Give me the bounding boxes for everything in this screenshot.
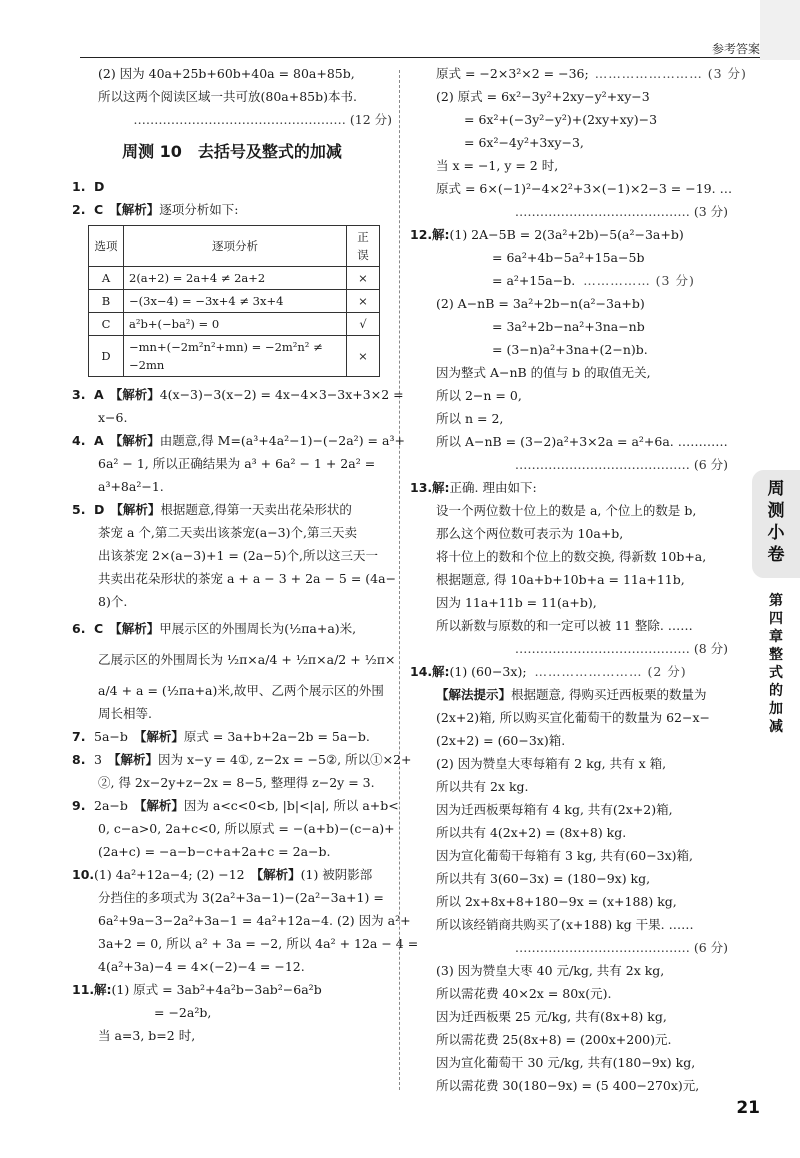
- page-number: 21: [736, 1098, 760, 1118]
- text-line: 设一个两位数十位上的数是 a, 个位上的数是 b,: [436, 503, 697, 518]
- text-line: 因为 11a+11b = 11(a+b),: [436, 595, 597, 610]
- question-10: 10.(1) 4a²+12a−4; (2) −12 【解析】(1) 被阴影部: [72, 867, 373, 882]
- text-line: 根据题意, 得 10a+b+10b+a = 11a+11b,: [436, 572, 685, 587]
- text-line: 共卖出花朵形状的茶宠 a + a − 3 + 2a − 5 = (4a−: [98, 571, 397, 586]
- question-14: 14.解:(1) (60−3x); …………………… (2 分): [410, 664, 687, 679]
- left-column: [72, 62, 419, 1047]
- text-line: 所以 n = 2,: [436, 411, 504, 426]
- question-9: 9. 2a−b 【解析】因为 a<c<0<b, |b|<|a|, 所以 a+b<: [72, 798, 399, 813]
- score-line: …………………………………… (8 分): [514, 641, 728, 656]
- text-line: 因为迁西板栗 25 元/kg, 共有(8x+8) kg,: [436, 1009, 667, 1024]
- text-line: = −2a²b,: [154, 1005, 212, 1020]
- text-line: 因为宣化葡萄干 30 元/kg, 共有(180−9x) kg,: [436, 1055, 696, 1070]
- text-line: 当 a=3, b=2 时,: [98, 1028, 196, 1043]
- table-header: 正误: [347, 226, 380, 267]
- text-line: = 3a²+2b−na²+3na−nb: [492, 319, 645, 334]
- text-line: = 6x²+(−3y²−y²)+(2xy+xy)−3: [464, 112, 658, 127]
- text-line: 6a²+9a−3−2a²+3a−1 = 4a²+12a−4. (2) 因为 a²+: [98, 913, 411, 928]
- text-line: 所以该经销商共购买了(x+188) kg 干果. ……: [436, 917, 694, 932]
- table-header-row: [89, 226, 380, 267]
- question-4: 4. A 【解析】由题意,得 M=(a³+4a²−1)−(−2a²) = a³+: [72, 433, 405, 448]
- question-6: 6. C 【解析】甲展示区的外围周长为(½πa+a)米,: [72, 621, 357, 636]
- text-line: 8)个.: [98, 594, 128, 609]
- question-12: 12.解:(1) 2A−5B = 2(3a²+2b)−5(a²−3a+b): [410, 227, 684, 242]
- question-5: 5. D 【解析】根据题意,得第一天卖出花朵形状的: [72, 502, 352, 517]
- text-line: (2) 因为赞皇大枣每箱有 2 kg, 共有 x 箱,: [436, 756, 667, 771]
- table-cell: 2(a+2) = 2a+4 ≠ 2a+2: [124, 267, 347, 290]
- text-line: (2x+2)箱, 所以购买宣化葡萄干的数量为 62−x−: [436, 710, 711, 725]
- text-line: 所以 2−n = 0,: [436, 388, 522, 403]
- text-line: 周长相等.: [98, 706, 152, 721]
- text-line: 出该茶宠 2×(a−3)+1 = (2a−5)个,所以这三天一: [98, 548, 378, 563]
- text-line: (2x+2) = (60−3x)箱.: [436, 733, 566, 748]
- table-row: [89, 336, 380, 377]
- table-cell: D: [89, 336, 124, 377]
- text-line: 将十位上的数和个位上的数交换, 得新数 10b+a,: [436, 549, 707, 564]
- text-line: 所以共有 2x kg.: [436, 779, 529, 794]
- text-line: (2) 原式 = 6x²−3y²+2xy−y²+xy−3: [436, 89, 650, 104]
- text-line: = (3−n)a²+3na+(2−n)b.: [492, 342, 648, 357]
- text-line: 4(a²+3a)−4 = 4×(−2)−4 = −12.: [98, 959, 305, 974]
- page-corner: [760, 0, 800, 60]
- table-header: 选项: [89, 226, 124, 267]
- prev-line: 所以这两个阅读区域一共可放(80a+85b)本书.: [98, 89, 357, 104]
- text-line: 分挡住的多项式为 3(2a²+3a−1)−(2a²−3a+1) =: [98, 890, 384, 905]
- text-line: (3) 因为赞皇大枣 40 元/kg, 共有 2x kg,: [436, 963, 665, 978]
- score-line: …………………………………… (6 分): [514, 940, 728, 955]
- text-line: (2) A−nB = 3a²+2b−n(a²−3a+b): [436, 296, 645, 311]
- question-2: 2. C 【解析】逐项分析如下:: [72, 202, 239, 217]
- text-line: 所以新数与原数的和一定可以被 11 整除. ……: [436, 618, 693, 633]
- text-line: 0, c−a>0, 2a+c<0, 所以原式 = −(a+b)−(c−a)+: [98, 821, 395, 836]
- text-line: (2a+c) = −a−b−c+a+2a+c = 2a−b.: [98, 844, 331, 859]
- question-7: 7. 5a−b 【解析】原式 = 3a+b+2a−2b = 5a−b.: [72, 729, 370, 744]
- text-line: = 6x²−4y²+3xy−3,: [464, 135, 584, 150]
- text-line: 因为整式 A−nB 的值与 b 的取值无关,: [436, 365, 651, 380]
- table-header: 逐项分析: [124, 226, 347, 267]
- text-line: 因为宣化葡萄干每箱有 3 kg, 共有(60−3x)箱,: [436, 848, 694, 863]
- text-line: 所以 A−nB = (3−2)a²+3×2a = a²+6a. …………: [436, 434, 728, 449]
- side-tab-label: 周测小卷: [767, 479, 785, 565]
- text-line: 那么这个两位数可表示为 10a+b,: [436, 526, 624, 541]
- text-line: a/4 + a = (½πa+a)米,故甲、乙两个展示区的外围: [98, 683, 384, 698]
- header-rule: [80, 57, 760, 58]
- text-line: 因为迁西板栗每箱有 4 kg, 共有(2x+2)箱,: [436, 802, 673, 817]
- table-cell: C: [89, 313, 124, 336]
- table-cell: −mn+(−2m²n²+mn) = −2m²n² ≠ −2mn: [124, 336, 347, 377]
- question-8: 8. 3 【解析】因为 x−y = 4①, z−2x = −5②, 所以①×2+: [72, 752, 412, 767]
- table-row: [89, 313, 380, 336]
- score-line: …………………………………………… (12 分): [133, 112, 392, 127]
- text-line: 原式 = 6×(−1)²−4×2²+3×(−1)×2−3 = −19. …: [436, 181, 733, 196]
- text-line: 乙展示区的外围周长为 ½π×a/4 + ½π×a/2 + ½π×: [98, 652, 396, 667]
- text-line: ②, 得 2x−2y+z−2x = 8−5, 整理得 z−2y = 3.: [98, 775, 375, 790]
- table-cell: ×: [347, 290, 380, 313]
- text-line: = a²+15a−b. …………… (3 分): [492, 273, 695, 288]
- table-row: [89, 290, 380, 313]
- table-row: [89, 267, 380, 290]
- table-cell: A: [89, 267, 124, 290]
- text-line: a³+8a²−1.: [98, 479, 164, 494]
- text-line: 所以 2x+8x+8+180−9x = (x+188) kg,: [436, 894, 677, 909]
- right-column: [410, 62, 747, 1097]
- text-line: 原式 = −2×3²×2 = −36; …………………… (3 分): [436, 66, 747, 81]
- table-cell: ×: [347, 336, 380, 377]
- table-cell: −(3x−4) = −3x+4 ≠ 3x+4: [124, 290, 347, 313]
- prev-line: (2) 因为 40a+25b+60b+40a = 80a+85b,: [98, 66, 355, 81]
- table-cell: √: [347, 313, 380, 336]
- score-line: …………………………………… (3 分): [514, 204, 728, 219]
- text-line: 6a² − 1, 所以正确结果为 a³ + 6a² − 1 + 2a² =: [98, 456, 376, 471]
- text-line: x−6.: [98, 410, 128, 425]
- text-line: 3a+2 = 0, 所以 a² + 3a = −2, 所以 4a² + 12a − 4 =: [98, 936, 419, 951]
- question-13: 13.解:正确. 理由如下:: [410, 480, 537, 495]
- text-line: 所以需花费 40×2x = 80x(元).: [436, 986, 612, 1001]
- chapter-label: 第四章 整式的加减: [769, 593, 797, 735]
- text-line: 所以需花费 30(180−9x) = (5 400−270x)元,: [436, 1078, 700, 1093]
- text-line: = 6a²+4b−5a²+15a−5b: [492, 250, 645, 265]
- table-cell: a²b+(−ba²) = 0: [124, 313, 347, 336]
- text-line: 茶宠 a 个,第二天卖出该茶宠(a−3)个,第三天卖: [98, 525, 357, 540]
- analysis-table: [88, 225, 380, 377]
- text-line: 当 x = −1, y = 2 时,: [436, 158, 559, 173]
- table-cell: ×: [347, 267, 380, 290]
- text-line: 所以共有 4(2x+2) = (8x+8) kg.: [436, 825, 627, 840]
- text-line: 【解法提示】根据题意, 得购买迁西板栗的数量为: [436, 687, 707, 702]
- score-line: …………………………………… (6 分): [514, 457, 728, 472]
- question-1: 1. D: [72, 179, 105, 194]
- text-line: 所以共有 3(60−3x) = (180−9x) kg,: [436, 871, 651, 886]
- text-line: 所以需花费 25(8x+8) = (200x+200)元.: [436, 1032, 672, 1047]
- header-label: 参考答案: [711, 42, 760, 56]
- question-3: 3. A 【解析】4(x−3)−3(x−2) = 4x−4×3−3x+3×2 =: [72, 387, 404, 402]
- table-cell: B: [89, 290, 124, 313]
- section-title: 周测 10 去括号及整式的加减: [122, 142, 342, 161]
- question-11: 11.解:(1) 原式 = 3ab²+4a²b−3ab²−6a²b: [72, 982, 322, 997]
